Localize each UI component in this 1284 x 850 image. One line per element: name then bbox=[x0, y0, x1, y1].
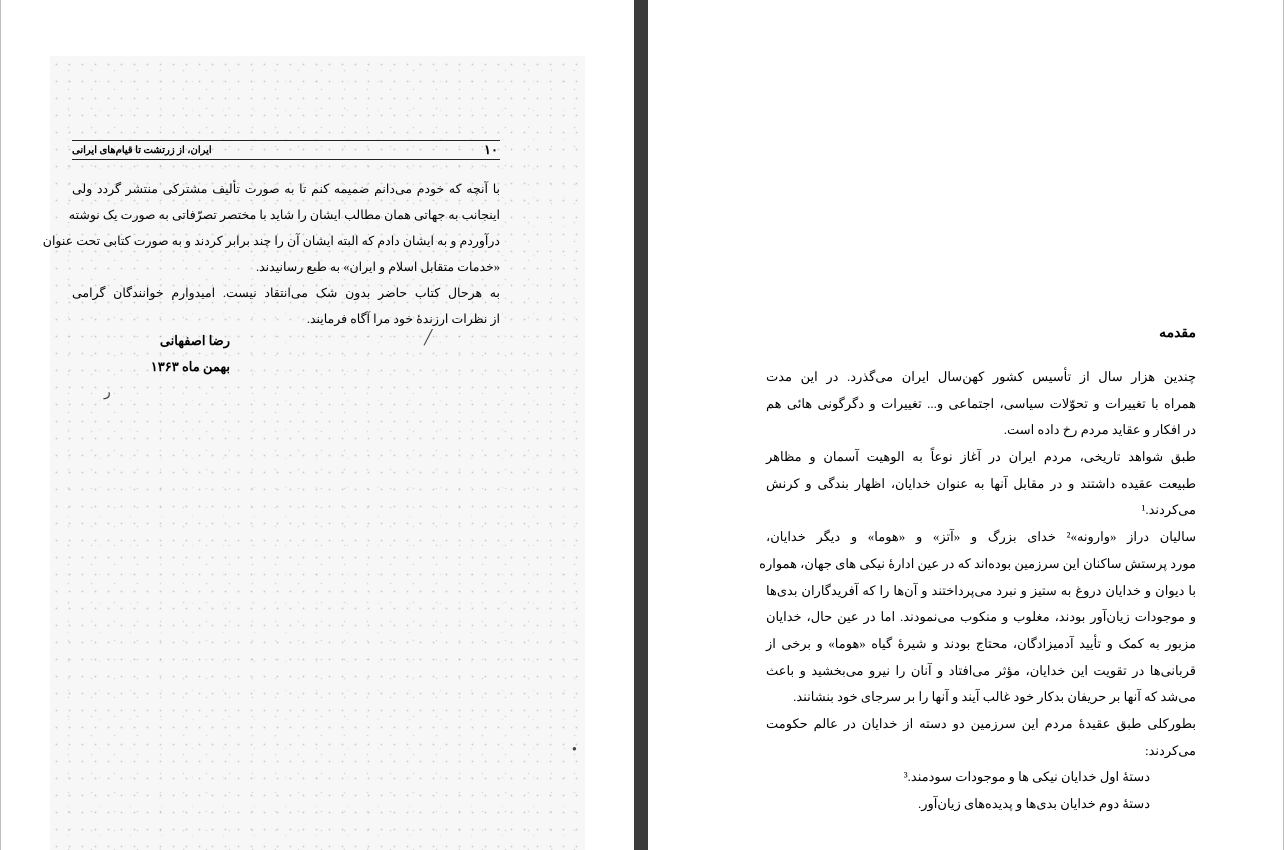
text-line: مزبور به کمک و تأیید آدمیزادگان، محتاج بودند و شیرهٔ گیاه «هوما» و برخی از bbox=[766, 635, 1196, 651]
pen-mark: ╱ bbox=[424, 331, 433, 346]
signature-date: بهمن ماه ۱۳۶۳ bbox=[150, 359, 230, 374]
text-line: اینجانب به جهاتی همان مطالب ایشان را شاید با مختصر تصرّفاتی به صورت یک نوشته bbox=[68, 208, 500, 222]
running-header bbox=[72, 140, 500, 160]
text-line: در افکار و عقاید مردم رخ داده است. bbox=[1003, 422, 1196, 438]
section-title: مقدمه bbox=[1159, 326, 1196, 341]
book-gutter bbox=[634, 0, 648, 850]
list-item: دستهٔ دوم خدایان بدی‌ها و پدیده‌های زیان‌آور. bbox=[917, 796, 1150, 811]
ink-dot: ● bbox=[572, 744, 577, 753]
text-line: سالیان دراز «وارونه»² خدای بزرگ و «آتز» و «هوما» و دیگر خدایان، bbox=[766, 529, 1196, 545]
text-line: می‌کردند: bbox=[1144, 742, 1196, 758]
text-line: با دیوان و خدایان دروغ به ستیز و نبرد می‌پرداختند و آن‌ها را که آفریدگاران بدی‌ها bbox=[766, 582, 1196, 598]
text-line: به هرحال کتاب حاضر بدون شک می‌انتقاد نیست. امیدوارم خوانندگان گرامی bbox=[72, 286, 500, 300]
list-item: دستهٔ اول خدایان نیکی ها و موجودات سودمند.³ bbox=[903, 769, 1150, 785]
right-body-text bbox=[759, 364, 1196, 818]
text-line: می‌شد که آنها بر حریفان بدکار خود غالب آیند و آنها را بر سرجای خود بنشانند. bbox=[793, 689, 1196, 705]
text-line: همراه با تغییرات و تحوّلات سیاسی، اجتماعی و... تغییرات و دگرگونی هائی هم bbox=[766, 395, 1196, 411]
text-line: درآوردم و به ایشان دادم که البته ایشان آن را چند برابر کردند و به صورت کتابی تحت عنوان bbox=[42, 234, 500, 248]
text-line: «خدمات متقابل اسلام و ایران» به طبع رسانیدند. bbox=[255, 260, 500, 274]
text-line: با آنچه که خودم می‌دانم ضمیمه کنم تا به صورت تألیف مشترکی منتشر گردد ولی bbox=[72, 182, 500, 196]
text-line: مورد پرستش ساکنان این سرزمین بوده‌اند که در عین ادارهٔ نیکی های جهان، همواره bbox=[759, 555, 1196, 571]
running-title: ایران، از زرتشت تا قیام‌های ایرانی bbox=[72, 144, 212, 156]
text-line: از نظرات ارزندهٔ خود مرا آگاه فرمایند. bbox=[306, 312, 500, 326]
text-line: بطورکلی طبق عقیدهٔ مردم این سرزمین دو دسته از خدایان در عالم حکومت bbox=[766, 715, 1196, 731]
text-line: طبیعت عقیده داشتند و در مقابل آنها به عنوان خدایان، اظهار بندگی و کرنش bbox=[766, 475, 1196, 491]
text-line: و موجودات زیان‌آور بودند، مغلوب و منکوب می‌نمودند. اما در عین حال، خدایان bbox=[766, 609, 1196, 625]
left-body-text bbox=[42, 176, 500, 332]
pen-mark: ﺭ bbox=[104, 385, 111, 400]
text-line: طبق شواهد تاریخی، مردم ایران در آغاز نوعاً به الوهیت آسمان و مظاهر bbox=[766, 449, 1196, 465]
text-line: می‌کردند.¹ bbox=[1141, 502, 1196, 518]
signature-block bbox=[90, 328, 230, 380]
page-number: ۱۰ bbox=[484, 142, 498, 157]
text-line: چندین هزار سال از تأسیس کشور کهن‌سال ایران می‌گذرد. در این مدت bbox=[766, 369, 1196, 384]
text-line: قربانی‌ها در تقویت این خدایان، مؤثر می‌افتاد و آنان را نیرو می‌بخشید و باعث bbox=[766, 662, 1196, 678]
signature-name: رضا اصفهانی bbox=[159, 333, 230, 348]
